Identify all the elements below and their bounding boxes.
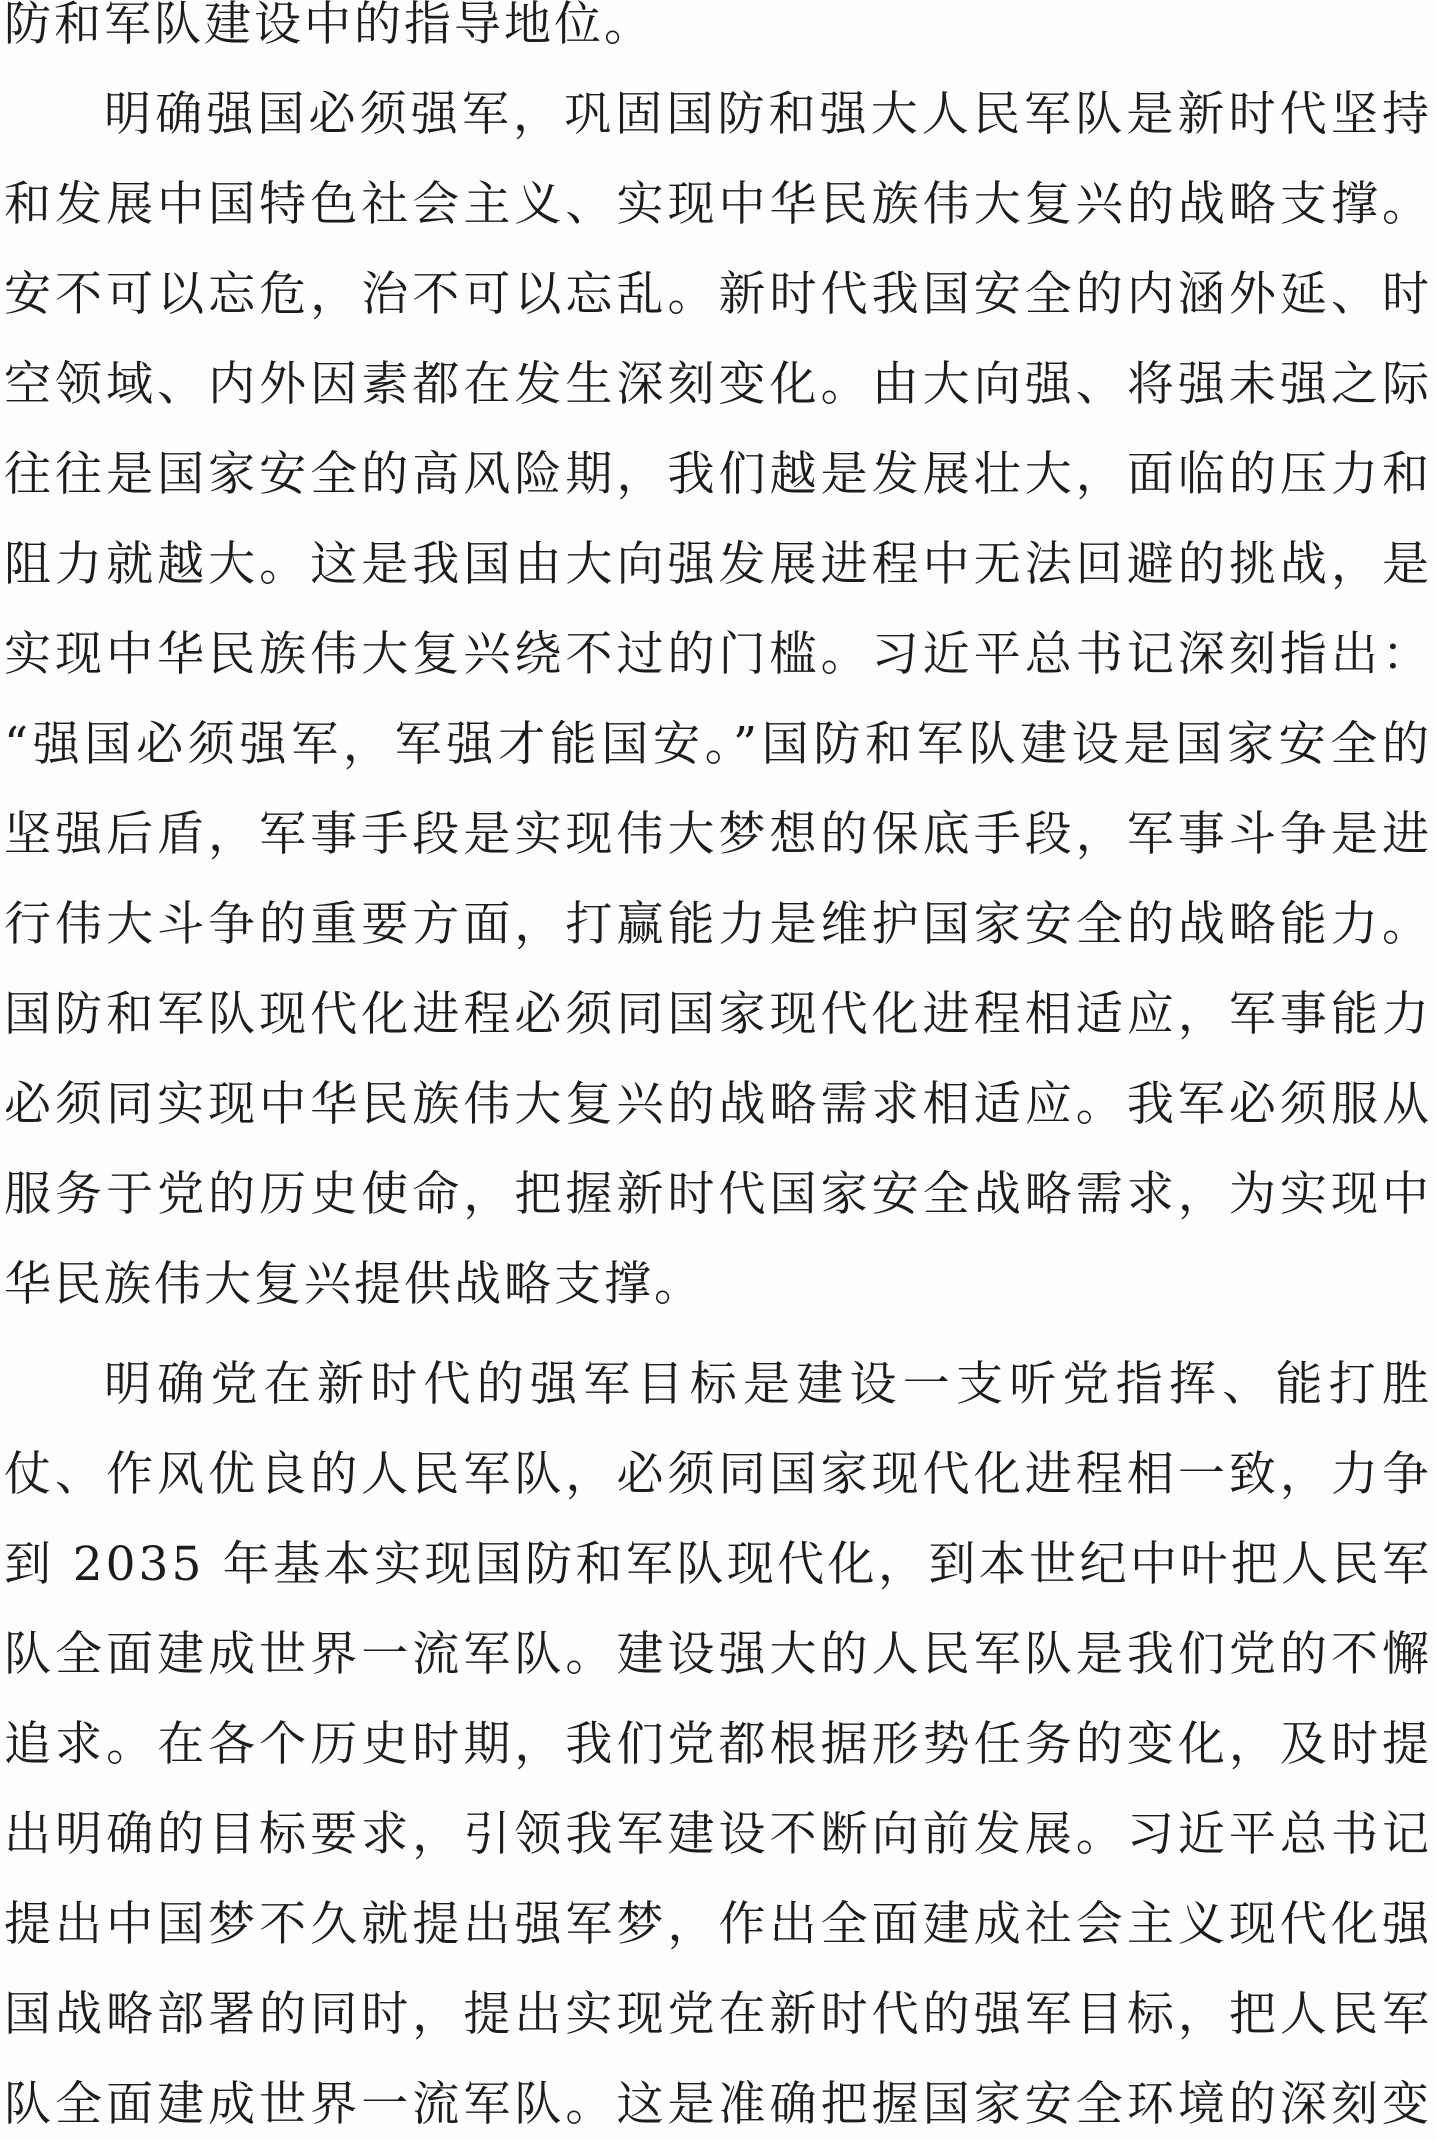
text-line: 安不可以忘危，治不可以忘乱。新时代我国安全的内涵外延、时	[4, 267, 1432, 322]
text-line: 空领域、内外因素都在发生深刻变化。由大向强、将强未强之际	[4, 357, 1432, 412]
text-line: 服务于党的历史使命，把握新时代国家安全战略需求，为实现中	[4, 1167, 1432, 1222]
text-line: 出明确的目标要求，引领我军建设不断向前发展。习近平总书记	[4, 1807, 1432, 1862]
text-line: 提出中国梦不久就提出强军梦，作出全面建成社会主义现代化强	[4, 1897, 1432, 1952]
paragraph-strong-military-goal	[4, 1340, 1432, 2141]
text-line: 往往是国家安全的高风险期，我们越是发展壮大，面临的压力和	[4, 447, 1432, 502]
text-line: 行伟大斗争的重要方面，打赢能力是维护国家安全的战略能力。	[4, 897, 1432, 952]
text-line: 国战略部署的同时，提出实现党在新时代的强军目标，把人民军	[4, 1987, 1432, 2042]
text-line: 坚强后盾，军事手段是实现伟大梦想的保底手段，军事斗争是进	[4, 807, 1432, 862]
paragraph-strong-military	[4, 70, 1432, 1330]
text-line: 防和军队建设中的指导地位。	[4, 0, 654, 52]
paragraph-continuation	[4, 0, 1432, 70]
text-line: 到 2035 年基本实现国防和军队现代化，到本世纪中叶把人民军	[4, 1537, 1432, 1592]
text-line: 追求。在各个历史时期，我们党都根据形势任务的变化，及时提	[4, 1717, 1432, 1772]
document-body	[4, 0, 1432, 2141]
text-line: 国防和军队现代化进程必须同国家现代化进程相适应，军事能力	[4, 987, 1432, 1042]
text-line: 必须同实现中华民族伟大复兴的战略需求相适应。我军必须服从	[4, 1077, 1432, 1132]
text-line: 仗、作风优良的人民军队，必须同国家现代化进程相一致，力争	[4, 1447, 1432, 1502]
text-line: 和发展中国特色社会主义、实现中华民族伟大复兴的战略支撑。	[4, 177, 1432, 232]
text-line: 明确强国必须强军，巩固国防和强大人民军队是新时代坚持	[104, 87, 1432, 142]
text-line: 队全面建成世界一流军队。这是准确把握国家安全环境的深刻变	[4, 2077, 1432, 2132]
text-line: “强国必须强军，军强才能国安。”国防和军队建设是国家安全的	[4, 717, 1432, 772]
text-line: 明确党在新时代的强军目标是建设一支听党指挥、能打胜	[104, 1357, 1432, 1412]
text-line: 阻力就越大。这是我国由大向强发展进程中无法回避的挑战，是	[4, 537, 1432, 592]
text-line: 华民族伟大复兴提供战略支撑。	[4, 1257, 704, 1312]
text-line: 队全面建成世界一流军队。建设强大的人民军队是我们党的不懈	[4, 1627, 1432, 1682]
text-line: 实现中华民族伟大复兴绕不过的门槛。习近平总书记深刻指出：	[4, 627, 1432, 682]
